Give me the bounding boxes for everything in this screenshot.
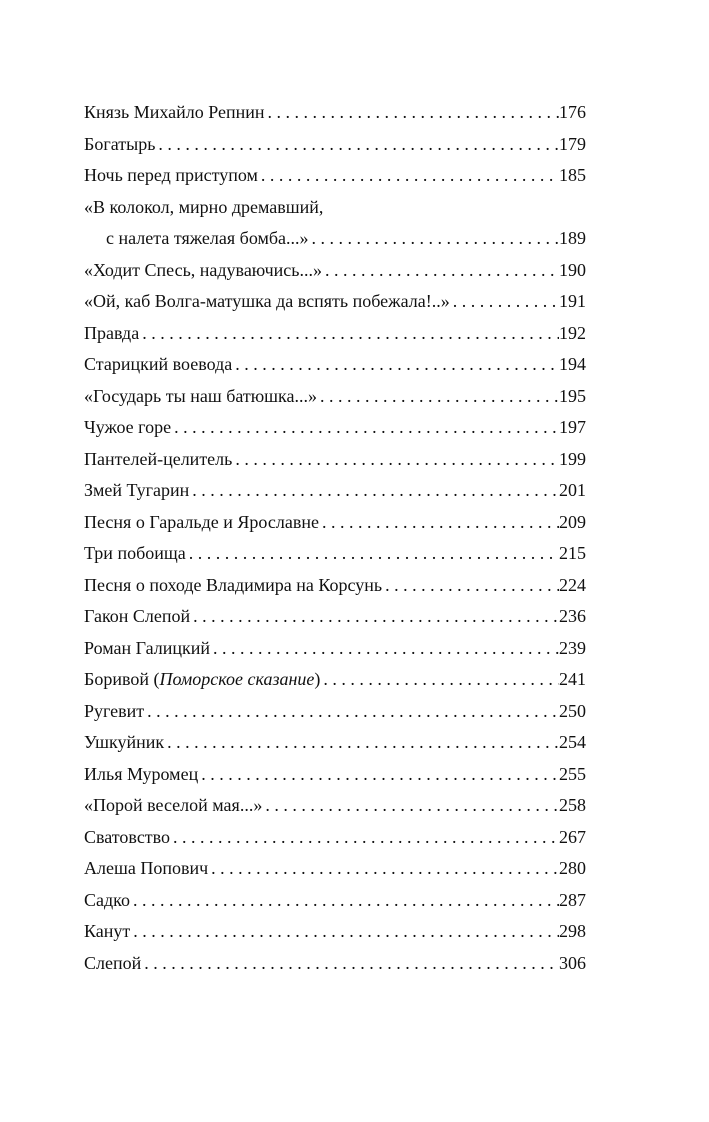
toc-entry-line2 [84, 223, 586, 255]
toc-entry-title-mixed [84, 664, 320, 696]
toc-entry-title: Князь Михайло Репнин [84, 102, 265, 122]
toc-entry [84, 822, 586, 854]
toc-entry-page: 306 [559, 952, 586, 973]
toc-entry-title: Правда [84, 322, 140, 343]
toc-entry [84, 885, 586, 917]
toc-entry-title-after: ) [314, 669, 321, 689]
toc-entry-page: 239 [559, 637, 586, 658]
toc-entry [84, 475, 586, 507]
toc-entry-page: 267 [559, 826, 586, 847]
toc-entry-page: 236 [559, 606, 586, 626]
toc-entry-title-italic: Поморское сказание [159, 669, 315, 689]
dot-leader [130, 916, 559, 948]
toc-entry-title-line1: «В колокол, мирно дремавший, [84, 196, 324, 217]
toc-entry-title: Роман Галицкий [84, 637, 210, 658]
toc-entry [84, 759, 586, 791]
toc-entry-title: Змей Тугарин [84, 480, 190, 500]
toc-entry-title: Три побоища [84, 543, 186, 563]
dot-leader [190, 601, 559, 633]
toc-entry [84, 97, 586, 129]
toc-entry-title: Богатырь [84, 133, 156, 154]
dot-leader [317, 381, 559, 413]
toc-entry-page: 192 [559, 322, 586, 343]
toc-entry-title: Песня о походе Владимира на Корсунь [84, 574, 383, 595]
toc-entry [84, 381, 586, 413]
dot-leader [198, 759, 559, 791]
toc-entry-page: 201 [559, 480, 586, 500]
dot-leader [141, 948, 559, 980]
dot-leader [171, 412, 559, 444]
toc-entry-page: 189 [559, 228, 586, 248]
toc-entry-title: «Порой веселой мая...» [84, 795, 263, 815]
toc-entry-page: 250 [559, 700, 586, 721]
dot-leader [319, 507, 559, 539]
toc-entry-title: Песня о Гаральде и Ярославне [84, 511, 319, 532]
toc-entry-title: Старицкий воевода [84, 354, 233, 374]
toc-entry-page: 287 [559, 889, 586, 910]
toc-entry-title: Слепой [84, 952, 142, 973]
dot-leader [210, 633, 559, 665]
toc-entry-title: Ночь перед приступом [84, 165, 258, 185]
toc-entry-page: 191 [559, 291, 586, 311]
dot-leader [155, 129, 559, 161]
toc-entry-title-line2: с налета тяжелая бомба...» [106, 228, 309, 248]
toc-entry [84, 129, 586, 161]
toc-entry-title: Боривой ( [84, 669, 160, 689]
dot-leader [232, 349, 559, 381]
toc-entry [84, 601, 586, 633]
toc-entry-title: Канут [84, 921, 131, 941]
toc-entry [84, 538, 586, 570]
toc-entry-page: 185 [559, 165, 586, 185]
toc-entry-title: Садко [84, 889, 130, 910]
toc-entry-title: Илья Муромец [84, 763, 199, 784]
toc-entry [84, 696, 586, 728]
dot-leader [139, 318, 559, 350]
dot-leader [258, 160, 559, 192]
toc-entry-page: 215 [559, 543, 586, 563]
dot-leader [382, 570, 559, 602]
toc-entry [84, 349, 586, 381]
dot-leader [144, 696, 559, 728]
toc-entry-page: 255 [559, 763, 586, 784]
toc-entry-page: 280 [559, 858, 586, 878]
toc-entry [84, 916, 586, 948]
toc-entry-page: 195 [559, 385, 586, 406]
toc-entry [84, 948, 586, 980]
toc-entry-page: 197 [559, 417, 586, 437]
toc-entry-title: Сватовство [84, 826, 171, 847]
toc-entry-page: 179 [559, 133, 586, 154]
toc-entry [84, 727, 586, 759]
dot-leader [189, 475, 559, 507]
toc-entry-page: 190 [559, 259, 586, 280]
toc-entry [84, 255, 586, 287]
toc-entry [84, 318, 586, 350]
toc-entry-title: «Ой, каб Волга-матушка да вспять побежала!..» [84, 291, 450, 311]
toc-entry-title: «Ходит Спесь, надуваючись...» [84, 259, 322, 280]
dot-leader [322, 255, 559, 287]
dot-leader [186, 538, 559, 570]
toc-entry [84, 790, 586, 822]
toc-entry-title: Алеша Попович [84, 858, 209, 878]
toc-entry-title: «Государь ты наш батюшка...» [84, 385, 318, 406]
dot-leader [262, 790, 559, 822]
toc-entry-page: 224 [559, 574, 586, 595]
toc-entry [84, 192, 586, 255]
toc-entry-page: 176 [559, 102, 586, 122]
toc-entry-title: Чужое горе [84, 417, 172, 437]
toc-entry [84, 853, 586, 885]
toc-entry [84, 444, 586, 476]
toc-entry [84, 633, 586, 665]
toc-entry [84, 160, 586, 192]
toc-entry-page: 258 [559, 795, 586, 815]
toc-entry-page: 298 [559, 921, 586, 941]
dot-leader [164, 727, 559, 759]
dot-leader [265, 97, 559, 129]
toc-entry [84, 664, 586, 696]
dot-leader [309, 223, 559, 255]
dot-leader [208, 853, 559, 885]
dot-leader [320, 664, 559, 696]
toc-entry-title: Пантелей-целитель [84, 448, 233, 469]
toc-entry-page: 199 [559, 448, 586, 469]
toc-entry [84, 507, 586, 539]
toc-entry-page: 241 [559, 669, 586, 689]
toc-entry-title: Гакон Слепой [84, 606, 191, 626]
dot-leader [170, 822, 559, 854]
toc-entry [84, 570, 586, 602]
toc-entry [84, 412, 586, 444]
toc-entry [84, 286, 586, 318]
dot-leader [450, 286, 559, 318]
toc-entry-title: Ругевит [84, 700, 145, 721]
toc-entry-page: 194 [559, 354, 586, 374]
dot-leader [130, 885, 559, 917]
table-of-contents [84, 97, 586, 979]
dot-leader [232, 444, 559, 476]
toc-entry-page: 254 [559, 732, 586, 752]
toc-entry-title: Ушкуйник [84, 732, 165, 752]
toc-entry-page: 209 [559, 511, 586, 532]
